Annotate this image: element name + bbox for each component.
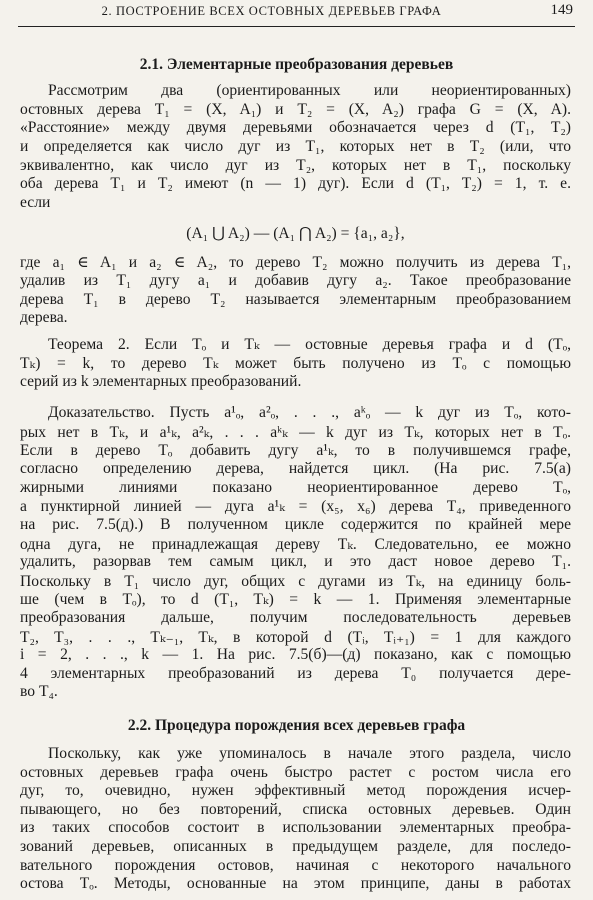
running-header: [18, 0, 575, 27]
paragraph-line: зований деревьев, описанных в предыдущем разделе, для последо-: [20, 838, 571, 855]
proof-line: Поскольку в T₁ число дуг, общих с дугами из Tₖ, на единицу боль-: [20, 572, 571, 590]
theorem-line: серий из k элементарных преобразований.: [20, 372, 302, 390]
proof-line: i = 2, . . ., k — 1. На рис. 7.5(б)—(д) показано, как с помощью: [20, 646, 571, 664]
paragraph-line: дерева T₁ в дерево T₂ называется элементарным преобразованием: [20, 290, 571, 308]
proof-line: во T₄.: [20, 683, 58, 701]
paragraph-line: Рассмотрим два (ориентированных или неориентированных): [48, 82, 571, 100]
proof-line: рых нет в Tₖ, и a¹ₖ, a²ₖ, . . . aᵏₖ — k дуг из Tₖ, которых нет в Tₒ.: [20, 423, 571, 441]
paragraph-line: остовных деревьев графа очень быстро растет с ростом числа его: [20, 763, 571, 781]
proof-line: на рис. 7.5(д).) В полученном цикле содержится по крайней мере: [20, 515, 571, 533]
proof-line: согласно определению дерева, найдется цикл. (На рис. 7.5(а): [20, 460, 571, 478]
proof-line: удалить, разорвав тем самым цикл, и это даст новое дерево T₁.: [20, 553, 571, 571]
display-formula: (A₁ ⋃ A₂) — (A₁ ⋂ A₂) = {a₁, a₂},: [186, 224, 405, 242]
proof-line: жирными линиями показано неориентированное дерево Tₒ,: [20, 478, 571, 496]
theorem-line: Tₖ) = k, то дерево Tₖ может быть получено из Tₒ с помощью: [20, 354, 571, 372]
paragraph-line: если: [20, 193, 51, 211]
proof-line: ше (чем в Tₒ), то d (T₁, Tₖ) = k — 1. Применяя элементарные: [20, 591, 571, 609]
proof-line: Если в дерево Tₒ добавить дугу a¹ₖ, то в получившемся графе,: [20, 442, 571, 460]
paragraph-line: вательного порождения остовов, начиная с некоторого начального: [20, 856, 571, 874]
paragraph-line: дерева.: [20, 309, 68, 327]
section-heading-2-2: 2.2. Процедура порождения всех деревьев графа: [127, 716, 466, 734]
paragraph-line: оба дерева T₁ и T₂ имеют (n — 1) дуг). Если d (T₁, T₂) = 1, т. е.: [20, 175, 571, 193]
paragraph-line: Поскольку, как уже упоминалось в начале этого раздела, число: [48, 744, 571, 762]
page-number: 149: [550, 2, 573, 18]
paragraph-line: остовных дерева T₁ = (X, A₁) и T₂ = (X, A₂) графа G = (X, A).: [20, 100, 571, 118]
proof-line: одна дуга, не принадлежащая дереву Tₖ. Следовательно, ее можно: [20, 535, 571, 553]
paragraph-line: удалив из T₁ дугу a₁ и добавив дугу a₂. Такое преобразование: [20, 271, 571, 289]
proof-line: T₂, T₃, . . ., Tₖ₋₁, Tₖ, в которой d (Tᵢ, Tᵢ₊₁) = 1 для каждого: [20, 628, 571, 646]
paragraph-line: эквивалентно, как число дуг из T₂, которых нет в T₁, поскольку: [20, 156, 571, 174]
paragraph-line: «Расстояние» между двумя деревьями обозначается через d (T₁, T₂): [20, 119, 571, 137]
paragraph-line: пывающего, но без повторений, списка остовных деревьев. Один: [20, 800, 571, 818]
proof-line: а пунктирной линией — дуга a¹ₖ = (x₅, x₆) дерева T₄, приведенного: [20, 498, 571, 516]
proof-line: преобразования дальше, получим последовательность деревьев: [20, 608, 571, 626]
paragraph-line: и определяется как число дуг из T₁, которых нет в T₂ (или, что: [20, 137, 571, 155]
paragraph-line: дуг, то, очевидно, нужен эффективный метод порождения исчер-: [20, 782, 571, 800]
paragraph-line: где a₁ ∈ A₁ и a₂ ∈ A₂, то дерево T₂ можно получить из дерева T₁,: [20, 254, 571, 272]
proof-line: 4 элементарных преобразований из дерева T₀ получается дере-: [20, 664, 571, 682]
running-header-title: 2. ПОСТРОЕНИЕ ВСЕХ ОСТОВНЫХ ДЕРЕВЬЕВ ГРАФА: [101, 4, 442, 18]
theorem-line: Теорема 2. Если Tₒ и Tₖ — остовные деревья графа и d (Tₒ,: [48, 336, 571, 354]
proof-line: Доказательство. Пусть a¹ₒ, a²ₒ, . . ., aᵏₒ — k дуг из Tₒ, кото-: [48, 404, 571, 422]
paragraph-line: из таких способов состоит в использовании элементарных преобра-: [20, 819, 571, 837]
paragraph-line: остова Tₒ. Методы, основанные на этом принципе, даны в работах: [20, 875, 571, 893]
section-heading-2-1: 2.1. Элементарные преобразования деревьев: [139, 56, 454, 73]
